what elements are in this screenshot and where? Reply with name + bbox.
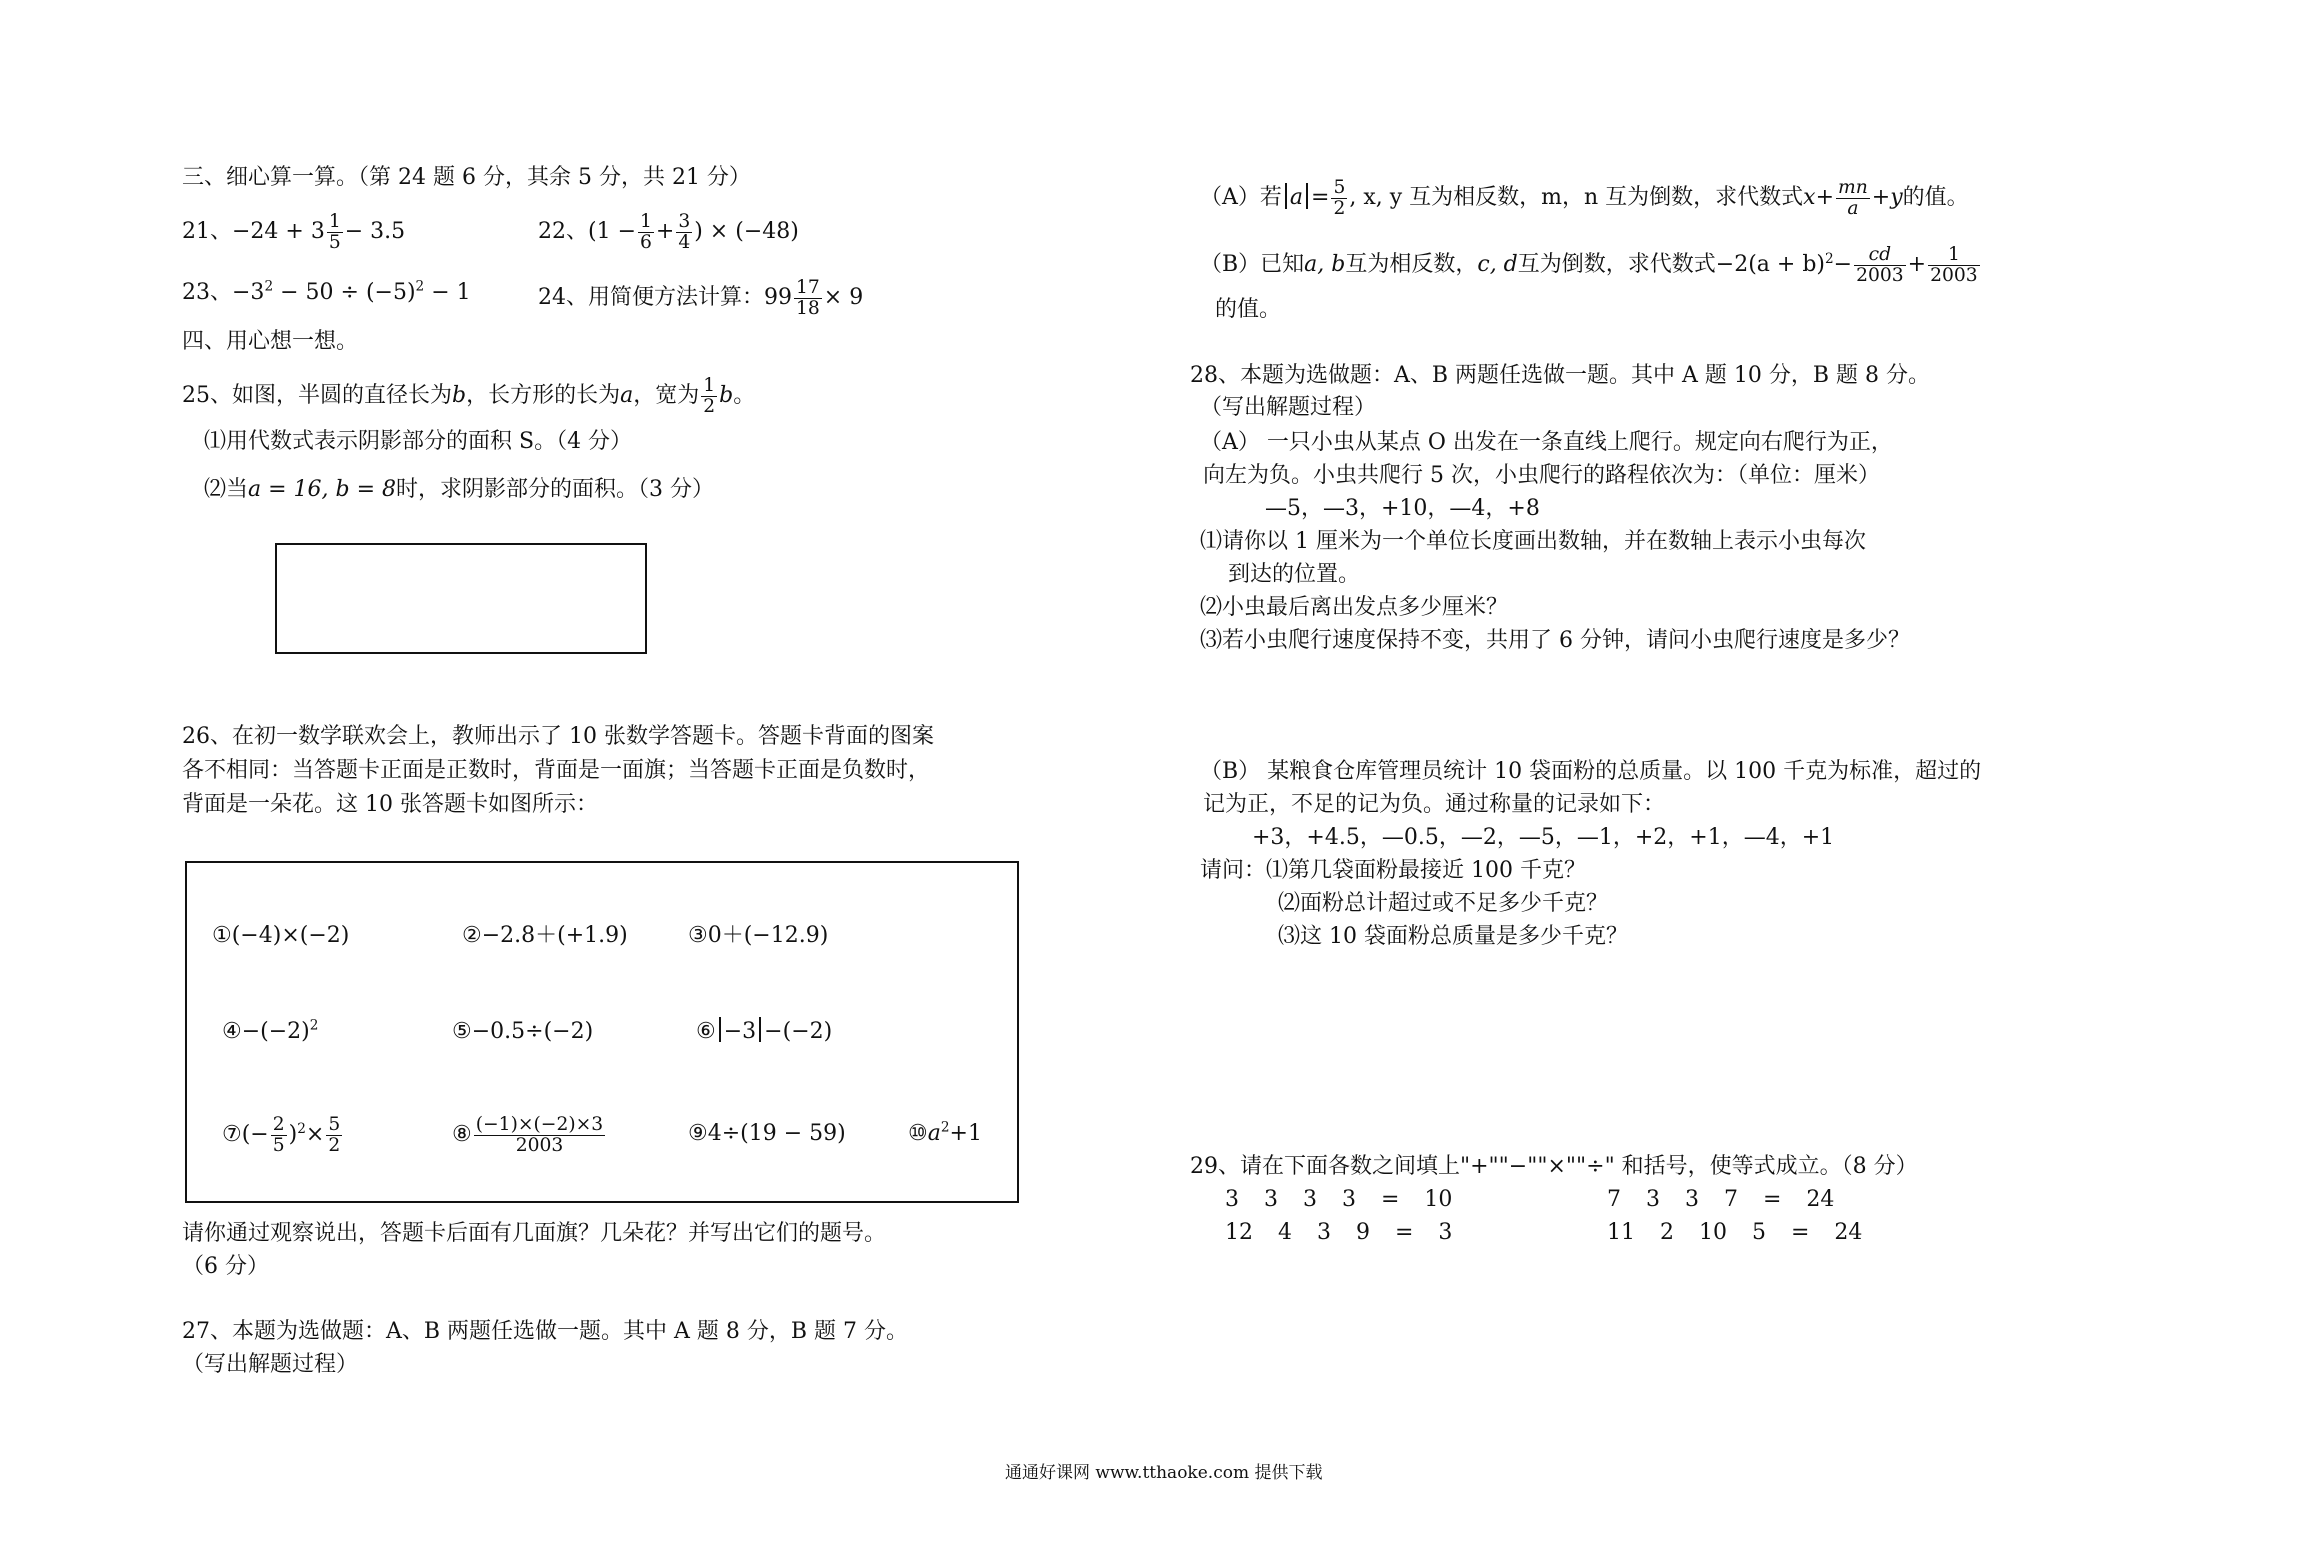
question-25-stem: 25、如图，半圆的直径长为b，长方形的长为a，宽为 $\frac{1}{2}$ b。	[182, 375, 756, 417]
fraction: $\frac{5}{2}$	[328, 1114, 341, 1156]
question-28-A-line-1: （A） 一只小虫从某点 O 出发在一条直线上爬行。规定向右爬行为正，	[1200, 430, 1893, 455]
fraction: $\frac{(-1)\times(-2)\times 3}{2003}$	[475, 1114, 604, 1156]
fraction: $\frac{cd}{2003}$	[1856, 244, 1904, 286]
question-28-B-line-6: ⑶这 10 袋面粉总质量是多少千克？	[1278, 924, 1628, 949]
question-28-A-line-7: ⑶若小虫爬行速度保持不变，共用了 6 分钟，请问小虫爬行速度是多少？	[1200, 628, 1910, 653]
question-28-B-line-4: 请问：⑴第几袋面粉最接近 100 千克？	[1200, 858, 1586, 883]
question-26-line-3: 背面是一朵花。这 10 张答题卡如图所示：	[182, 792, 598, 817]
fraction: $\frac{17}{18}$	[796, 277, 820, 319]
card-5: ⑤−0.5÷(−2)	[452, 1019, 594, 1044]
fraction: $\frac{1}{6}$	[640, 211, 652, 253]
footer-credit: 通通好课网 www.tthaoke.com 提供下载	[1005, 1463, 1323, 1483]
question-25-part-1: ⑴用代数式表示阴影部分的面积 S。（4 分）	[204, 429, 633, 454]
question-28-B-line-3: +3，+4.5，—0.5，—2，—5，—1，+2，+1，—4，+1	[1252, 825, 1835, 850]
question-26-line-2: 各不相同：当答题卡正面是正数时，背面是一面旗；当答题卡正面是负数时，	[182, 758, 931, 783]
question-28-A-line-6: ⑵小虫最后离出发点多少厘米？	[1200, 595, 1509, 620]
abs-bar	[719, 1017, 721, 1042]
fraction: $\frac{5}{2}$	[1333, 177, 1346, 219]
abs-bar	[759, 1017, 761, 1042]
question-25-part-2: ⑵当a = 16, b = 8时，求阴影部分的面积。（3 分）	[204, 477, 715, 502]
fraction: $\frac{1}{5}$	[328, 211, 341, 253]
q25-rectangle-figure	[275, 543, 647, 654]
fraction: $\frac{3}{4}$	[678, 211, 691, 253]
question-29-equation-2: 7 3 3 7 = 24	[1607, 1187, 1835, 1212]
question-28-A-line-3: —5，—3，+10，—4，+8	[1265, 496, 1540, 521]
question-27-A: （A）若 a = $\frac{5}{2}$ , x, y 互为相反数，m，n 互为倒数，求代数式x+ $\frac{mn}{a}$ +y的值。	[1200, 177, 1969, 219]
question-28-A-line-2: 向左为负。小虫共爬行 5 次，小虫爬行的路程依次为：（单位：厘米）	[1203, 463, 1880, 488]
fraction: $\frac{1}{2}$	[703, 375, 716, 417]
question-29-equation-3: 12 4 3 9 = 3	[1225, 1220, 1453, 1245]
section-3-heading: 三、细心算一算。（第 24 题 6 分，其余 5 分，共 21 分）	[182, 165, 751, 190]
question-26-ask-line-2: （6 分）	[182, 1254, 269, 1279]
card-6: ⑥ −3 −(−2)	[696, 1019, 833, 1044]
card-2: ②−2.8＋(+1.9)	[462, 923, 628, 948]
abs-bar	[1285, 183, 1287, 208]
question-27-line-1: 27、本题为选做题：A、B 两题任选做一题。其中 A 题 8 分，B 题 7 分。	[182, 1319, 909, 1344]
question-28-A-line-5: 到达的位置。	[1228, 562, 1361, 587]
question-28-B-line-5: ⑵面粉总计超过或不足多少千克？	[1278, 891, 1609, 916]
card-1: ①(−4)×(−2)	[212, 923, 350, 948]
question-27-B: （B）已知a, b互为相反数，c, d互为倒数，求代数式$-2(a + b)^2-$ $\frac{cd}{2003}$ + $\frac{1}{2003}$	[1200, 244, 1978, 286]
card-3: ③0＋(−12.9)	[688, 923, 829, 948]
question-28-B-line-1: （B） 某粮食仓库管理员统计 10 袋面粉的总质量。以 100 千克为标准，超过的	[1200, 759, 1982, 784]
card-9: ⑨4÷(19 − 59)	[688, 1121, 846, 1146]
question-28-line-1: 28、本题为选做题：A、B 两题任选做一题。其中 A 题 10 分，B 题 8 分。	[1190, 363, 1931, 388]
question-27-B-line-2: 的值。	[1215, 297, 1282, 322]
question-29-equation-1: 3 3 3 3 = 10	[1225, 1187, 1453, 1212]
question-29-equation-4: 11 2 10 5 = 24	[1607, 1220, 1863, 1245]
card-7: ⑦(− $\frac{2}{5}$ )$^2$× $\frac{5}{2}$	[222, 1114, 341, 1156]
card-4: $④-(-2)^2$	[222, 1017, 319, 1044]
question-27-line-2: （写出解题过程）	[182, 1352, 359, 1377]
question-28-line-2: （写出解题过程）	[1200, 395, 1377, 420]
question-26-ask-line-1: 请你通过观察说出，答题卡后面有几面旗？几朵花？并写出它们的题号。	[182, 1221, 887, 1246]
question-29-line-1: 29、请在下面各数之间填上"+""−""×""÷" 和括号，使等式成立。（8 分）	[1190, 1154, 1918, 1179]
question-21: 21、−24 + 3 $\frac{1}{5}$ − 3.5	[182, 211, 406, 253]
fraction: $\frac{2}{5}$	[272, 1114, 285, 1156]
fraction: $\frac{mn}{a}$	[1838, 177, 1868, 219]
fraction: $\frac{1}{2003}$	[1930, 244, 1978, 286]
question-22: 22、(1 − $\frac{1}{6}$ + $\frac{3}{4}$ ) × (−48)	[538, 211, 799, 253]
question-24: 24、用简便方法计算：99 $\frac{17}{18}$ × 9	[538, 277, 864, 319]
section-4-heading: 四、用心想一想。	[182, 329, 359, 354]
question-28-B-line-2: 记为正，不足的记为负。通过称量的记录如下：	[1203, 792, 1666, 817]
question-23: 23、$-3^2 - 50 \div (-5)^2 - 1$	[182, 278, 471, 305]
abs-bar	[1306, 183, 1308, 208]
question-26-line-1: 26、在初一数学联欢会上，教师出示了 10 张数学答题卡。答题卡背面的图案	[182, 724, 934, 749]
card-10: $⑩a^2+1$	[908, 1119, 982, 1146]
question-28-A-line-4: ⑴请你以 1 厘米为一个单位长度画出数轴，并在数轴上表示小虫每次	[1200, 529, 1866, 554]
card-8: ⑧ $\frac{(-1)\times(-2)\times 3}{2003}$	[452, 1114, 604, 1156]
